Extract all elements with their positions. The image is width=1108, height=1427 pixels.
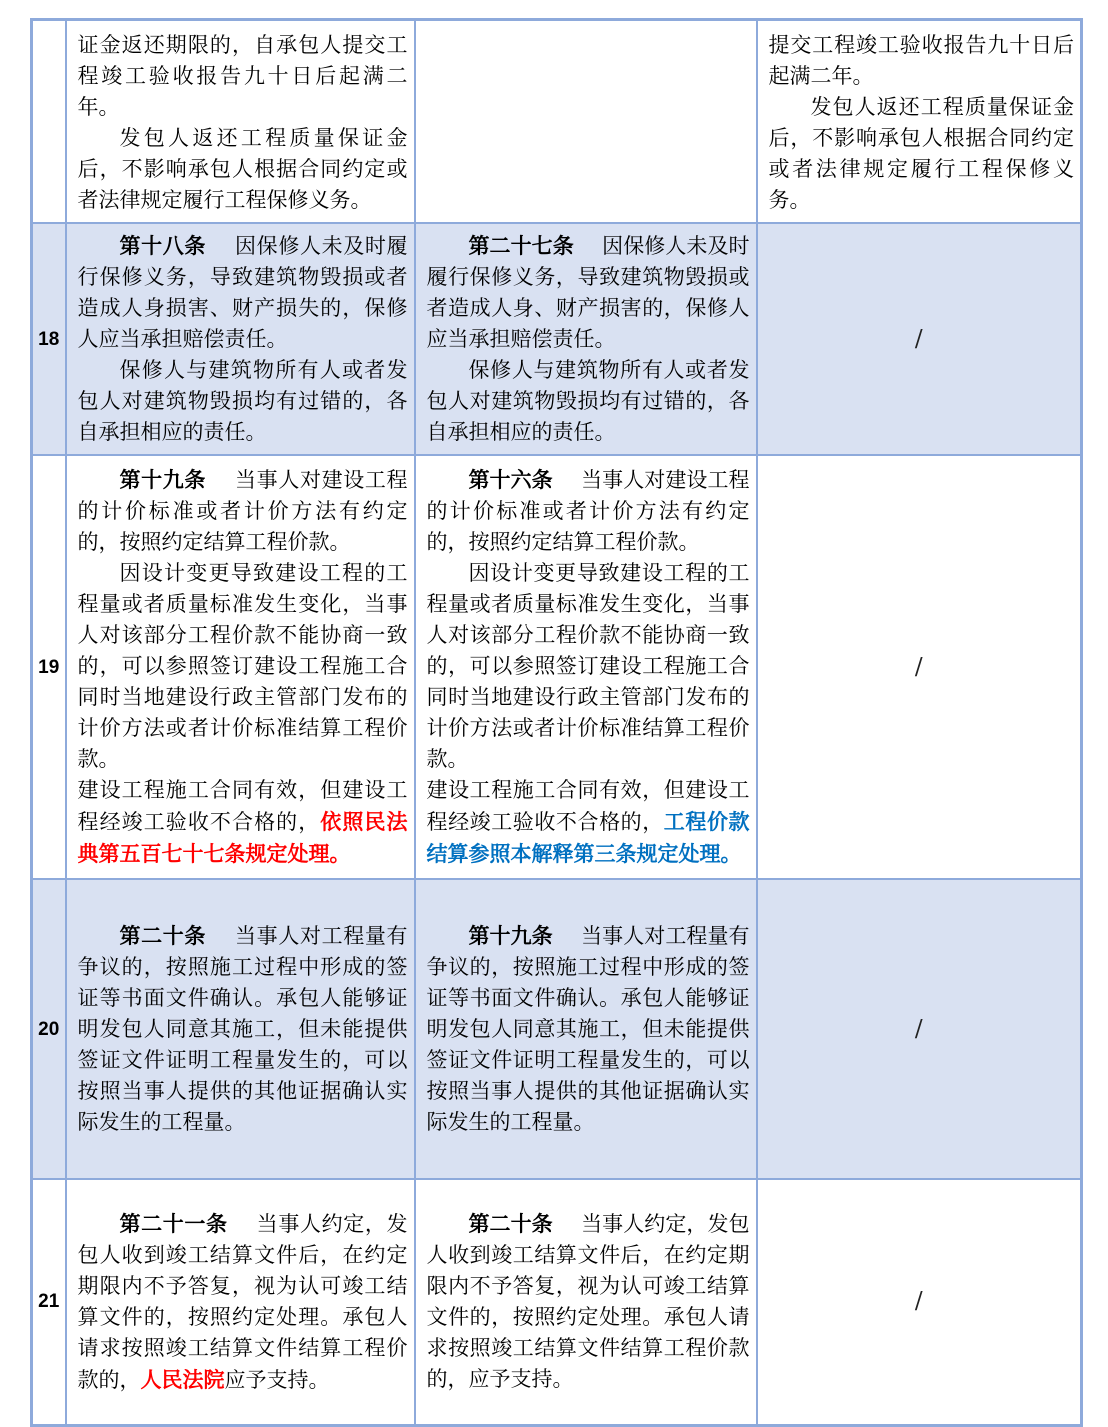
paragraph [427, 558, 750, 775]
clause-cell-left [66, 223, 415, 455]
row-number: 19 [32, 455, 66, 879]
text-segment: 当事人对建设工程的计价标准或者计价方法有约定的，按照约定结算工程价款。 [426, 468, 750, 554]
text-segment: 证金返还期限的，自承包人提交工程竣工验收报告九十日后起满二年。 [77, 33, 408, 119]
clause-cell-middle [415, 223, 757, 455]
clause-number: 第二十条 [119, 923, 207, 948]
paragraph [78, 920, 408, 1138]
text-segment: 保修人与建筑物所有人或者发包人对建筑物毁损均有过错的，各自承担相应的责任。 [426, 358, 750, 444]
text-segment: 当事人约定，发包人收到竣工结算文件后，在约定期限内不予答复，视为认可竣工结算文件的，按照约定处理。承包人请求按照竣工结算文件结算工程价款的， [77, 1211, 408, 1392]
paragraph [78, 1208, 408, 1396]
text-segment: 发包人返还工程质量保证金后，不影响承包人根据合同约定或者法律规定履行工程保修义务。 [768, 95, 1074, 212]
text-segment: 发包人返还工程质量保证金后，不影响承包人根据合同约定或者法律规定履行工程保修义务。 [77, 126, 408, 212]
note-slash-cell [757, 455, 1082, 879]
text-segment: 保修人与建筑物所有人或者发包人对建筑物毁损均有过错的，各自承担相应的责任。 [77, 358, 408, 444]
highlight-blue-segment: 工程价款结算参照本解释第三条规定处理。 [426, 809, 750, 866]
clause-number: 第十九条 [119, 467, 207, 492]
row-number [32, 20, 66, 224]
clause-cell-middle [415, 879, 757, 1179]
table-row-20 [32, 879, 1082, 1179]
paragraph [769, 92, 1075, 216]
clause-comparison-table [30, 18, 1083, 1427]
clause-number: 第十九条 [468, 923, 553, 948]
comparison-table-container [30, 18, 1083, 1427]
paragraph [78, 464, 408, 558]
slash-mark: / [914, 1288, 923, 1315]
clause-number: 第二十七条 [468, 233, 574, 258]
highlight-red-segment: 人民法院 [140, 1366, 225, 1392]
text-segment: 建设工程施工合同有效，但建设工程经竣工验收不合格的， [77, 778, 408, 834]
clause-cell-middle [415, 20, 757, 224]
paragraph [769, 30, 1075, 92]
clause-number: 第十六条 [468, 467, 553, 492]
table-row-19 [32, 455, 1082, 879]
paragraph [427, 464, 750, 558]
highlight-red-segment: 依照民法典第五百七十七条规定处理。 [77, 809, 408, 866]
text-segment: 当事人约定，发包人收到竣工结算文件后，在约定期限内不予答复，视为认可竣工结算文件的，按照约定处理。承包人请求按照竣工结算文件结算工程价款的，应予支持。 [426, 1212, 750, 1392]
paragraph [78, 775, 408, 870]
row-number: 18 [32, 223, 66, 455]
paragraph [78, 355, 408, 448]
text-segment: 应予支持。 [224, 1367, 330, 1392]
text-segment: 当事人对建设工程的计价标准或者计价方法有约定的，按照约定结算工程价款。 [77, 468, 408, 554]
row-number: 21 [32, 1179, 66, 1425]
text-segment: 因保修人未及时履行保修义务，导致建筑物毁损或者造成人身损害、财产损失的，保修人应当承担赔偿责任。 [77, 234, 408, 351]
table-row-21 [32, 1179, 1082, 1425]
text-segment: 因设计变更导致建设工程的工程量或者质量标准发生变化，当事人对该部分工程价款不能协商一致的，可以参照签订建设工程施工合同时当地建设行政主管部门发布的计价方法或者计价标准结算工程价款。 [77, 561, 408, 771]
row-number: 20 [32, 879, 66, 1179]
table-row-continuation [32, 20, 1082, 224]
clause-cell-left [66, 1179, 415, 1425]
note-slash-cell [757, 879, 1082, 1179]
clause-cell-middle [415, 455, 757, 879]
paragraph [78, 230, 408, 355]
text-segment: 因设计变更导致建设工程的工程量或者质量标准发生变化，当事人对该部分工程价款不能协商一致的，可以参照签订建设工程施工合同时当地建设行政主管部门发布的计价方法或者计价标准结算工程价款。 [426, 561, 750, 771]
paragraph [427, 920, 750, 1138]
note-slash-cell [757, 223, 1082, 455]
text-segment: 提交工程竣工验收报告九十日后起满二年。 [768, 33, 1074, 88]
paragraph [78, 558, 408, 775]
clause-cell-middle [415, 1179, 757, 1425]
clause-cell-right [757, 20, 1082, 224]
clause-number: 第二十条 [468, 1211, 553, 1237]
text-segment: 建设工程施工合同有效，但建设工程经竣工验收不合格的， [426, 778, 750, 834]
paragraph [427, 775, 750, 870]
text-segment: 当事人对工程量有争议的，按照施工过程中形成的签证等书面文件确认。承包人能够证明发包人同意其施工，但未能提供签证文件证明工程量发生的，可以按照当事人提供的其他证据确认实际发生的工程量。 [77, 924, 408, 1134]
slash-mark: / [914, 325, 923, 352]
paragraph [427, 1208, 750, 1395]
paragraph [78, 123, 408, 216]
clause-number: 第十八条 [119, 233, 207, 258]
paragraph [427, 230, 750, 355]
note-slash-cell [757, 1179, 1082, 1425]
clause-cell-left [66, 20, 415, 224]
paragraph [78, 30, 408, 123]
text-segment: 当事人对工程量有争议的，按照施工过程中形成的签证等书面文件确认。承包人能够证明发包人同意其施工，但未能提供签证文件证明工程量发生的，可以按照当事人提供的其他证据确认实际发生的工程量。 [426, 924, 750, 1134]
clause-number: 第二十一条 [119, 1210, 228, 1236]
clause-cell-left [66, 455, 415, 879]
text-segment: 因保修人未及时履行保修义务，导致建筑物毁损或者造成人身、财产损害的，保修人应当承担赔偿责任。 [426, 234, 750, 351]
paragraph [427, 355, 750, 448]
clause-cell-left [66, 879, 415, 1179]
slash-mark: / [914, 653, 923, 680]
slash-mark: / [914, 1015, 923, 1042]
table-row-18 [32, 223, 1082, 455]
